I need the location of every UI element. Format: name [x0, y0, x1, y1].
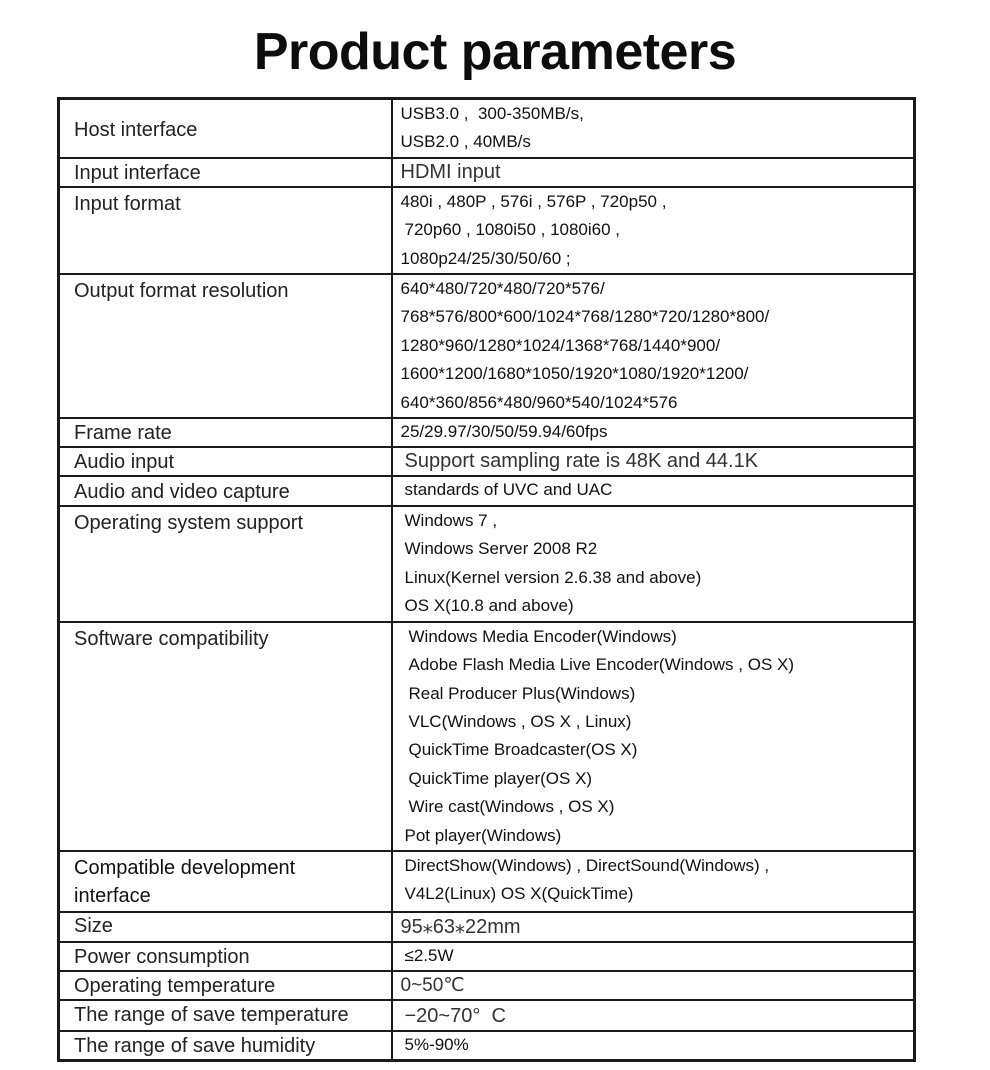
row-label: The range of save humidity	[74, 1034, 316, 1057]
row-label: Audio and video capture	[74, 481, 290, 504]
table-row	[59, 622, 915, 851]
row-label: Software compatibility	[74, 627, 269, 650]
table-row	[59, 506, 915, 622]
row-value-cell	[392, 99, 915, 158]
row-value: 1080p24/25/30/50/60 ;	[400, 248, 571, 268]
row-value: standards of UVC and UAC	[404, 480, 613, 500]
table-row	[59, 447, 915, 476]
page-title: Product parameters	[253, 23, 737, 81]
row-label-cell	[59, 476, 392, 506]
row-value: 95⁎63⁎22mm	[400, 915, 521, 938]
row-label-cell	[59, 418, 392, 447]
row-value: Windows Media Encoder(Windows)	[408, 626, 677, 646]
table-row	[59, 971, 915, 1000]
row-value-cell	[392, 1000, 915, 1031]
row-value-cell	[392, 158, 915, 187]
row-value-cell	[392, 447, 915, 476]
row-value: Windows 7 ,	[404, 511, 498, 531]
row-label-cell	[59, 99, 392, 158]
table-row	[59, 1031, 915, 1061]
row-label: Input format	[74, 192, 181, 215]
table-row	[59, 476, 915, 506]
row-label-cell	[59, 158, 392, 187]
row-value: 0~50℃	[400, 974, 465, 996]
row-label	[60, 852, 391, 911]
row-label: Output format resolution	[74, 280, 289, 303]
row-value: 768*576/800*600/1024*768/1280*720/1280*800/	[400, 307, 770, 327]
row-value: 5%-90%	[404, 1034, 469, 1054]
row-value: HDMI input	[400, 160, 501, 183]
row-value: V4L2(Linux) OS X(QuickTime)	[404, 884, 634, 904]
table-row	[59, 274, 915, 418]
row-value-cell	[392, 274, 915, 418]
row-value: Windows Server 2008 R2	[404, 539, 598, 559]
row-label-line: interface	[74, 885, 151, 908]
row-value: Support sampling rate is 48K and 44.1K	[404, 450, 759, 473]
row-value-cell	[392, 851, 915, 912]
row-value: USB3.0 , 300-350MB/s,	[400, 104, 584, 123]
row-label-cell	[59, 447, 392, 476]
row-label-cell	[59, 912, 392, 942]
row-value: Adobe Flash Media Live Encoder(Windows , OS X)	[408, 655, 795, 675]
row-label: Power consumption	[74, 945, 250, 968]
row-value: DirectShow(Windows) , DirectSound(Windows) ,	[404, 855, 770, 875]
row-value: 25/29.97/30/50/59.94/60fps	[400, 422, 608, 442]
row-value: −20~70° C	[404, 1004, 506, 1027]
row-value-cell	[392, 506, 915, 622]
row-label: Operating system support	[74, 512, 303, 535]
row-value-cell	[392, 942, 915, 971]
row-value: ≤2.5W	[404, 945, 454, 965]
row-value-cell	[392, 418, 915, 447]
row-value-cell	[392, 622, 915, 851]
table-row	[59, 99, 915, 158]
row-value: 1280*960/1280*1024/1368*768/1440*900/	[400, 335, 721, 355]
row-label-line: Compatible development	[74, 856, 296, 879]
row-label: Operating temperature	[74, 974, 276, 997]
row-value: 640*480/720*480/720*576/	[400, 279, 605, 299]
table-row	[59, 851, 915, 912]
row-label-cell	[59, 1031, 392, 1061]
row-value-cell	[392, 187, 915, 274]
spec-table	[57, 97, 916, 1062]
table-row	[59, 912, 915, 942]
table-row	[59, 158, 915, 187]
row-label-cell	[59, 971, 392, 1000]
table-row	[59, 942, 915, 971]
row-label: The range of save temperature	[74, 1003, 349, 1026]
row-value: VLC(Windows , OS X , Linux)	[408, 711, 632, 731]
row-label-cell	[59, 187, 392, 274]
row-value: Real Producer Plus(Windows)	[408, 683, 636, 703]
row-value: Pot player(Windows)	[404, 825, 562, 845]
row-value: USB2.0 , 40MB/s	[400, 132, 531, 152]
row-label-cell	[59, 942, 392, 971]
row-label-cell	[59, 851, 392, 912]
row-value: QuickTime Broadcaster(OS X)	[408, 740, 638, 760]
row-label-cell	[59, 274, 392, 418]
row-value-cell	[392, 912, 915, 942]
row-value-cell	[392, 1031, 915, 1061]
row-label-cell	[59, 1000, 392, 1031]
row-label: Size	[74, 914, 113, 937]
row-value-cell	[392, 971, 915, 1000]
row-value: 640*360/856*480/960*540/1024*576	[400, 392, 678, 412]
row-value: Linux(Kernel version 2.6.38 and above)	[404, 567, 702, 587]
table-row	[59, 418, 915, 447]
row-value: 480i , 480P , 576i , 576P , 720p50 ,	[400, 191, 667, 211]
row-value: 720p60 , 1080i50 , 1080i60 ,	[404, 220, 621, 240]
row-value: OS X(10.8 and above)	[404, 596, 574, 616]
row-label-cell	[59, 506, 392, 622]
row-value: Wire cast(Windows , OS X)	[408, 797, 615, 817]
row-value: QuickTime player(OS X)	[408, 768, 593, 788]
row-label: Frame rate	[74, 422, 172, 445]
row-label: Input interface	[74, 161, 201, 184]
row-label: Audio input	[74, 451, 175, 474]
row-label-cell	[59, 622, 392, 851]
row-label: Host interface	[74, 119, 198, 141]
row-value-cell	[392, 476, 915, 506]
row-value: 1600*1200/1680*1050/1920*1080/1920*1200/	[400, 364, 749, 384]
table-row	[59, 187, 915, 274]
table-row	[59, 1000, 915, 1031]
